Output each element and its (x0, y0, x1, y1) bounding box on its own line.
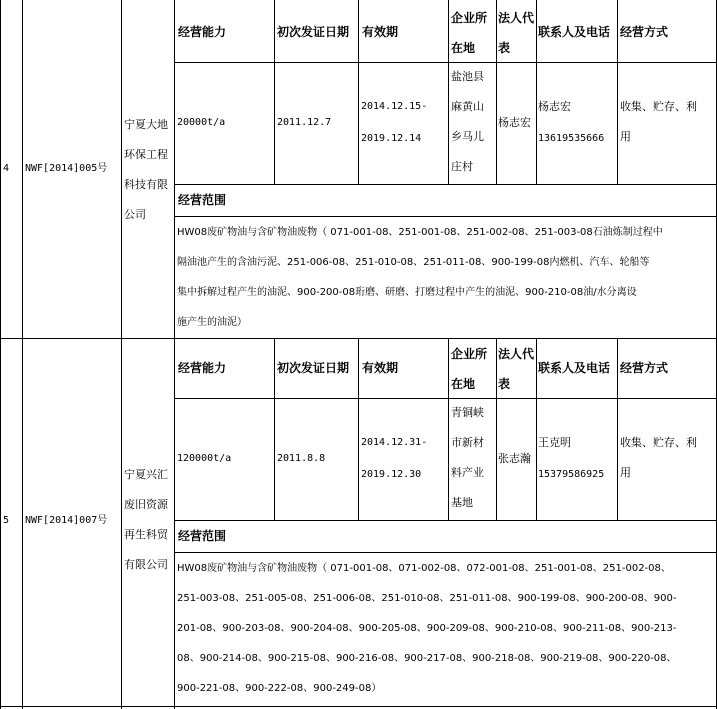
mode-value: 收集、贮存、利 (620, 436, 697, 449)
location-value: 乡马儿 (451, 130, 484, 143)
validity-value: 2019.12.14 (361, 133, 422, 144)
company-name-line: 环保工程 (124, 148, 168, 161)
grid-line (174, 552, 717, 553)
location-value: 市新材 (451, 436, 484, 449)
contact-name: 王克明 (538, 436, 571, 449)
grid-line (448, 0, 449, 184)
row-index: 5 (3, 515, 10, 526)
header-legal-rep: 法人代 (498, 347, 535, 361)
grid-line (274, 0, 275, 184)
grid-line (174, 62, 717, 63)
header-capacity: 经营能力 (178, 25, 227, 39)
header-contact: 联系人及电话 (538, 25, 611, 39)
grid-line (174, 184, 717, 185)
location-value: 料产业 (451, 466, 484, 479)
scope-line: HW08废矿物油与含矿物油废物（ 071-001-08、071-002-08、072-001-08、251-001-08、251-002-08、 (177, 563, 671, 574)
grid-line (0, 0, 1, 709)
grid-line (274, 338, 275, 520)
company-name-line: 宁夏兴汇 (124, 468, 168, 481)
header-issue-date: 初次发证日期 (277, 361, 350, 375)
grid-line (358, 0, 359, 184)
header-legal-rep: 表 (498, 41, 511, 55)
company-name-line: 再生科贸 (124, 528, 168, 541)
grid-line (0, 706, 717, 707)
header-scope: 经营范围 (178, 193, 227, 207)
permit-number: NWF[2014]007号 (25, 515, 108, 526)
grid-line (496, 0, 497, 184)
permit-number: NWF[2014]005号 (25, 163, 108, 174)
location-value: 盐池县 (451, 70, 484, 83)
legal-rep-value: 杨志宏 (498, 116, 531, 129)
scope-line: 251-003-08、251-005-08、251-006-08、251-010-08、251-011-08、900-199-08、900-200-08、900- (177, 593, 677, 604)
mode-value: 收集、贮存、利 (620, 100, 697, 113)
location-value: 庄村 (451, 160, 473, 173)
header-issue-date: 初次发证日期 (277, 25, 350, 39)
location-value: 基地 (451, 496, 473, 509)
contact-phone: 15379586925 (538, 469, 605, 480)
header-validity: 有效期 (362, 361, 399, 375)
header-legal-rep: 法人代 (498, 11, 535, 25)
grid-line (174, 398, 717, 399)
scope-line: 隔油池产生的含油污泥、251-006-08、251-010-08、251-011-08、900-199-08内燃机、汽车、轮船等 (177, 257, 650, 268)
mode-value: 用 (620, 466, 631, 479)
company-name-line: 有限公司 (124, 558, 168, 571)
header-location: 在地 (451, 41, 476, 55)
grid-line (448, 338, 449, 520)
row-index: 4 (3, 163, 10, 174)
scope-line: 08、900-214-08、900-215-08、900-216-08、900-217-08、900-218-08、900-219-08、900-220-08、 (177, 653, 677, 664)
validity-value: 2014.12.31- (361, 437, 428, 448)
validity-value: 2019.12.30 (361, 469, 422, 480)
grid-line (496, 338, 497, 520)
header-location: 在地 (451, 377, 476, 391)
grid-line (536, 0, 537, 184)
grid-line (536, 338, 537, 520)
grid-line (174, 520, 717, 521)
header-validity: 有效期 (362, 25, 399, 39)
company-name-line: 公司 (124, 208, 146, 221)
issue-date-value: 2011.8.8 (277, 453, 326, 464)
header-mode: 经营方式 (620, 361, 669, 375)
header-location: 企业所 (451, 347, 488, 361)
scope-line: 施产生的油泥） (177, 317, 247, 328)
location-value: 麻黄山 (451, 100, 484, 113)
scope-line: 201-08、900-203-08、900-204-08、900-205-08、900-209-08、900-210-08、900-211-08、900-213- (177, 623, 677, 634)
header-mode: 经营方式 (620, 25, 669, 39)
contact-name: 杨志宏 (538, 100, 571, 113)
grid-line (174, 0, 175, 709)
contact-phone: 13619535666 (538, 133, 605, 144)
header-capacity: 经营能力 (178, 361, 227, 375)
issue-date-value: 2011.12.7 (277, 117, 332, 128)
grid-line (617, 0, 618, 184)
company-name-line: 废旧资源 (124, 498, 168, 511)
mode-value: 用 (620, 130, 631, 143)
grid-line (121, 0, 122, 709)
grid-line (174, 216, 717, 217)
header-legal-rep: 表 (498, 377, 511, 391)
header-location: 企业所 (451, 11, 488, 25)
grid-line (22, 0, 23, 709)
company-name-line: 宁夏大地 (124, 118, 168, 131)
company-name-line: 科技有限 (124, 178, 168, 191)
scope-line: 900-221-08、900-222-08、900-249-08） (177, 683, 382, 694)
header-contact: 联系人及电话 (538, 361, 611, 375)
grid-line (358, 338, 359, 520)
capacity-value: 20000t/a (177, 117, 226, 128)
legal-rep-value: 张志瀚 (498, 452, 531, 465)
scope-line: HW08废矿物油与含矿物油废物（ 071-001-08、251-001-08、251-002-08、251-003-08石油炼制过程中 (177, 227, 663, 238)
scope-line: 集中拆解过程产生的油泥、900-200-08珩磨、研磨、打磨过程中产生的油泥、900-210-08油/水分离设 (177, 287, 637, 298)
grid-line (617, 338, 618, 520)
location-value: 青铜峡 (451, 406, 484, 419)
capacity-value: 120000t/a (177, 453, 232, 464)
validity-value: 2014.12.15- (361, 101, 428, 112)
header-scope: 经营范围 (178, 529, 227, 543)
